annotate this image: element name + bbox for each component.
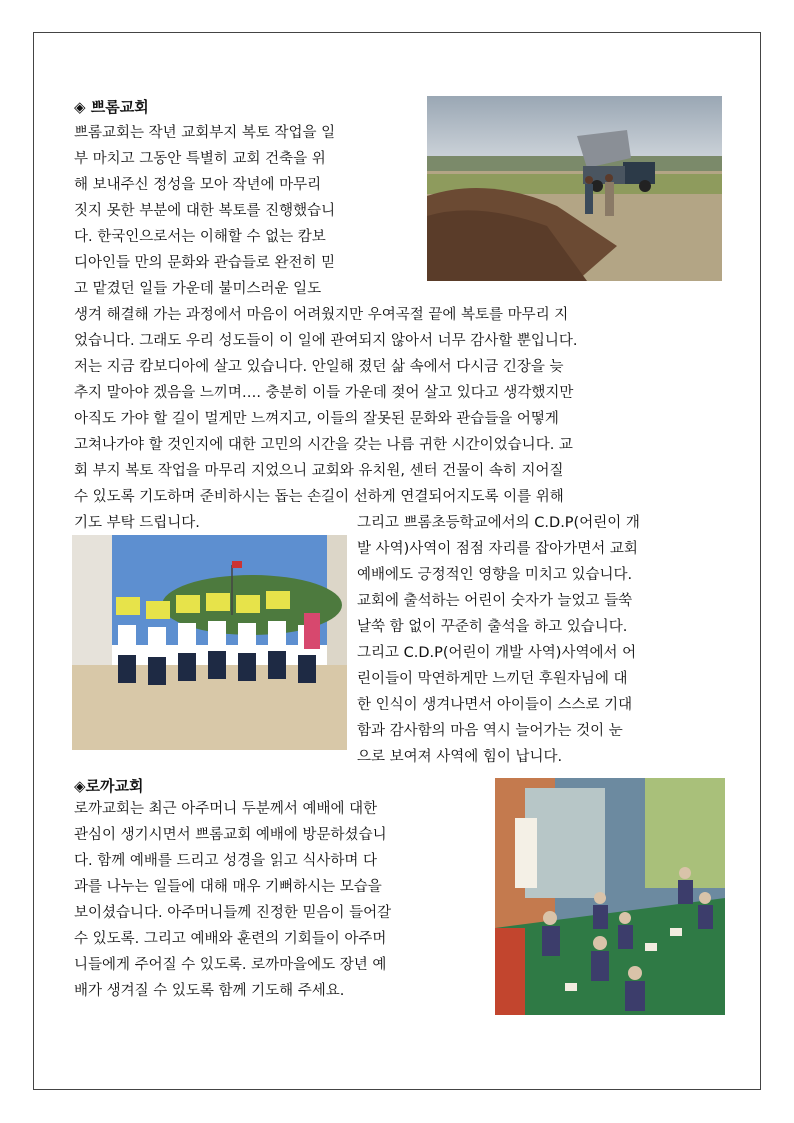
section-heading-loka-church: ◈로까교회 <box>74 777 144 795</box>
paragraph-line: 과를 나누는 일들에 대해 매우 기뻐하시는 모습을 <box>74 879 382 895</box>
paragraph-line: 발 사역)사역이 점점 자리를 잡아가면서 교회 <box>357 541 638 557</box>
paragraph-line: 회 부지 복토 작업을 마무리 지었으니 교회와 유치원, 센터 건물이 속히 지어질 <box>74 463 564 479</box>
paragraph-line: 다. 함께 예배를 드리고 성경을 읽고 식사하며 다 <box>74 853 378 869</box>
section-heading-prom-church: ◈ 쁘롬교회 <box>74 98 149 116</box>
paragraph-line: 고쳐나가야 할 것인지에 대한 고민의 시간을 갖는 나름 귀한 시간이었습니다. 교 <box>74 437 573 453</box>
paragraph-line: 고 맡겼던 일들 가운데 불미스러운 일도 <box>74 281 322 297</box>
paragraph-line: 다. 한국인으로서는 이해할 수 없는 캄보 <box>74 229 326 245</box>
paragraph-line: 교회에 출석하는 어린이 숫자가 늘었고 들쑥 <box>357 593 633 609</box>
paragraph-line: 그리고 C.D.P(어린이 개발 사역)사역에서 어 <box>357 645 637 661</box>
paragraph-line: 수 있도록. 그리고 예배와 훈련의 기회들이 아주머 <box>74 931 387 947</box>
paragraph-line: 함과 감사함의 마음 역시 늘어가는 것이 눈 <box>357 723 623 739</box>
paragraph-line: 관심이 생기시면서 쁘롬교회 예배에 방문하셨습니 <box>74 827 387 843</box>
paragraph-line: 린이들이 막연하게만 느끼던 후원자님에 대 <box>357 671 628 687</box>
paragraph-line: 배가 생겨질 수 있도록 함께 기도해 주세요. <box>74 983 345 999</box>
photo-loka-church-gathering <box>495 778 725 1015</box>
paragraph-line: 디아인들 만의 문화와 관습들로 완전히 믿 <box>74 255 336 271</box>
paragraph-line: 으로 보여져 사역에 힘이 납니다. <box>357 749 563 765</box>
paragraph-line: 예배에도 긍정적인 영향을 미치고 있습니다. <box>357 567 633 583</box>
paragraph-line: 해 보내주신 정성을 모아 작년에 마무리 <box>74 177 322 193</box>
paragraph-line: 었습니다. 그래도 우리 성도들이 이 일에 관여되지 않아서 너무 감사할 뿐입니다. <box>74 333 578 349</box>
paragraph-line: 그리고 쁘롬초등학교에서의 C.D.P(어린이 개 <box>357 515 640 531</box>
paragraph-line: 보이셨습니다. 아주머니들께 진정한 믿음이 들어갈 <box>74 905 392 921</box>
paragraph-line: 쁘롬교회는 작년 교회부지 복토 작업을 일 <box>74 125 336 141</box>
paragraph-line: 로까교회는 최근 아주머니 두분께서 예배에 대한 <box>74 801 378 817</box>
paragraph-line: 아직도 가야 할 길이 멀게만 느껴지고, 이들의 잘못된 문화와 관습들을 어떻게 <box>74 411 559 427</box>
photo-children-cdp <box>72 535 347 750</box>
paragraph-line: 수 있도록 기도하며 준비하시는 돕는 손길이 선하게 연결되어지도록 이를 위해 <box>74 489 564 505</box>
paragraph-line: 니들에게 주어질 수 있도록. 로까마을에도 장년 예 <box>74 957 387 973</box>
paragraph-line: 짓지 못한 부분에 대한 복토를 진행했습니 <box>74 203 336 219</box>
paragraph-line: 한 인식이 생겨나면서 아이들이 스스로 기대 <box>357 697 633 713</box>
photo-land-filling-truck <box>427 96 722 281</box>
paragraph-line: 저는 지금 캄보디아에 살고 있습니다. 안일해 졌던 삶 속에서 다시금 긴장을 늦 <box>74 359 564 375</box>
paragraph-line: 날쑥 함 없이 꾸준히 출석을 하고 있습니다. <box>357 619 628 635</box>
paragraph-line: 부 마치고 그동안 특별히 교회 건축을 위 <box>74 151 326 167</box>
paragraph-line: 추지 말아야 겠음을 느끼며…. 충분히 이들 가운데 젖어 살고 있다고 생각했지만 <box>74 385 574 401</box>
paragraph-line: 기도 부탁 드립니다. <box>74 515 200 531</box>
paragraph-line: 생겨 해결해 가는 과정에서 마음이 어려웠지만 우여곡절 끝에 복토를 마무리 지 <box>74 307 569 323</box>
